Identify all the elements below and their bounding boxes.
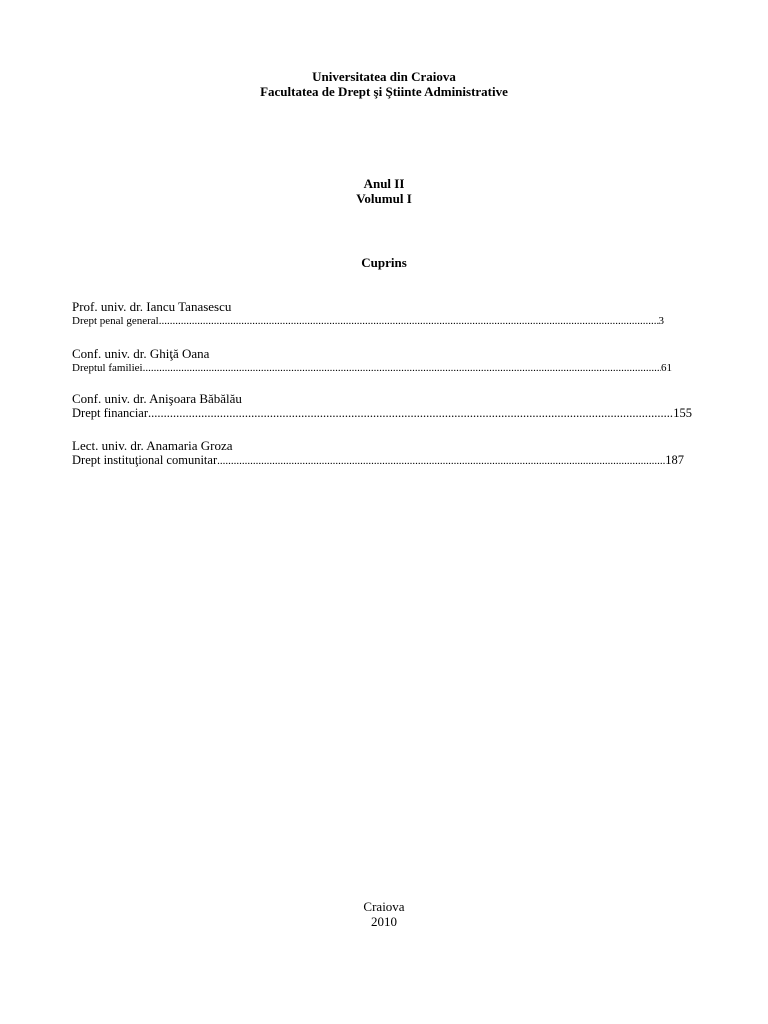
- toc-title: Drept instituţional comunitar: [72, 453, 218, 467]
- toc-title: Drept penal general: [72, 315, 159, 327]
- university-name: Universitatea din Craiova: [312, 69, 456, 84]
- toc-page-number: 155: [673, 406, 692, 420]
- toc-title: Drept financiar: [72, 406, 149, 420]
- toc-leader-dots: [143, 361, 661, 375]
- toc-line: [72, 453, 684, 468]
- toc-author: Conf. univ. dr. Anişoara Băbălău: [72, 391, 242, 406]
- toc-leader-dots: [217, 454, 665, 468]
- toc-entry: [72, 299, 664, 328]
- toc-author: Lect. univ. dr. Anamaria Groza: [72, 438, 233, 453]
- toc-line: [72, 361, 672, 375]
- toc-entry: [72, 346, 672, 375]
- toc-entry: [72, 438, 684, 468]
- toc-page-number: 61: [661, 362, 672, 374]
- toc-author: Conf. univ. dr. Ghiţă Oana: [72, 346, 210, 361]
- toc-leader-dots: [159, 314, 659, 328]
- faculty-name: Facultatea de Drept şi Ştiinte Administrative: [260, 84, 508, 99]
- volume-number: Volumul I: [356, 191, 412, 206]
- toc-entry: [72, 391, 692, 421]
- toc-title: Dreptul familiei: [72, 362, 143, 374]
- toc-line: [72, 406, 692, 421]
- document-header: [0, 69, 768, 99]
- footer-city: Craiova: [363, 899, 405, 914]
- toc-author: Prof. univ. dr. Iancu Tanasescu: [72, 299, 232, 314]
- toc-page-number: 187: [665, 453, 684, 467]
- toc-page-number: 3: [658, 315, 664, 327]
- contents-title: Cuprins: [361, 255, 407, 270]
- toc-line: [72, 314, 664, 328]
- study-year: Anul II: [363, 176, 405, 191]
- toc-leader-dots: [148, 406, 673, 421]
- volume-info: [0, 176, 768, 206]
- footer-year: 2010: [371, 914, 397, 929]
- document-footer: [0, 899, 768, 929]
